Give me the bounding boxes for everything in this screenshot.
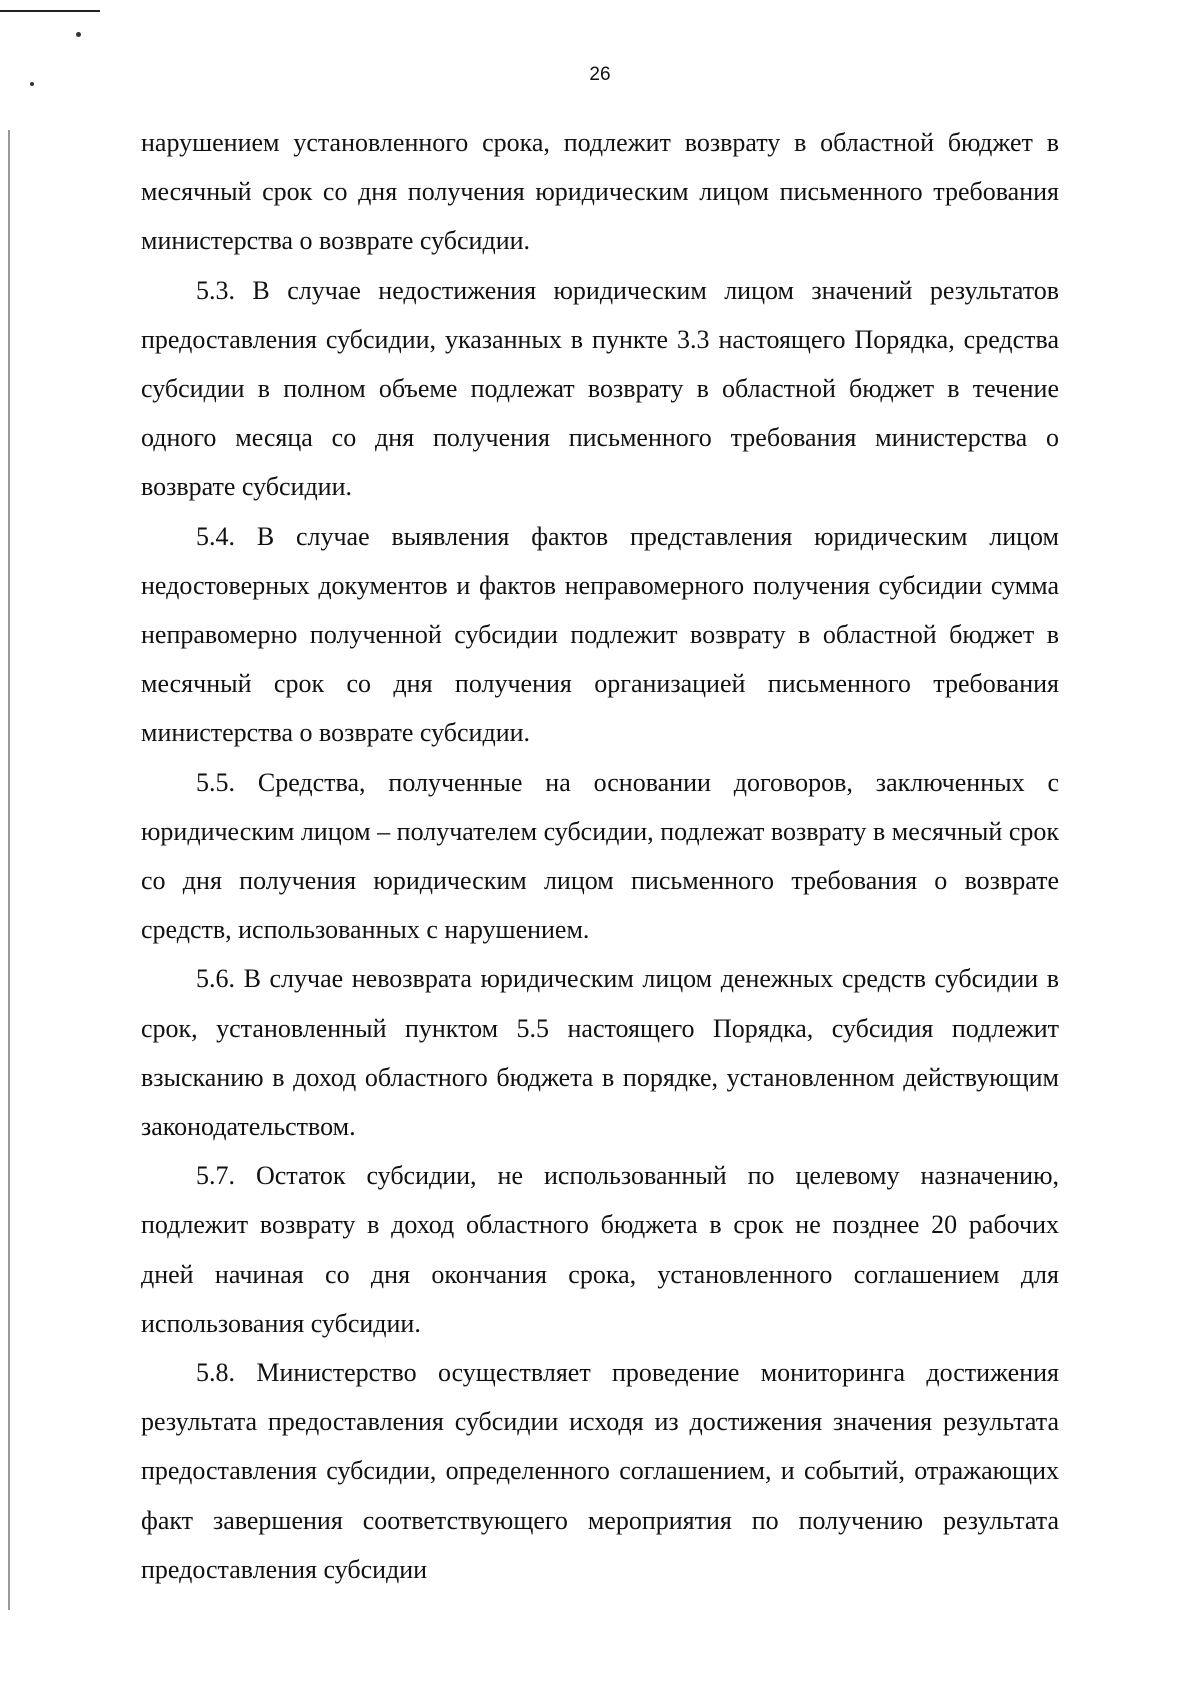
paragraph-5-5: 5.5. Средства, полученные на основании договоров, заключенных с юридическим лицом – получателем субсидии, подлежат возврату в месячный срок со дня получения юридическим лицом письменного требования о возврате средств, использованных с нарушением.: [141, 767, 1059, 945]
paragraph-5-7: 5.7. Остаток субсидии, не использованный по целевому назначению, подлежит возврату в доход областного бюджета в срок не позднее 20 рабочих дней начиная со дня окончания срока, установленного соглашением для использования субсидии.: [141, 1161, 1059, 1338]
paragraph-continuation: нарушением установленного срока, подлежит возврату в областной бюджет в месячный срок со дня получения юридическим лицом письменного требования министерства о возврате субсидии.: [141, 128, 1059, 256]
document-body: [141, 118, 1059, 1594]
scan-edge-line: [8, 130, 10, 1610]
page-number: 26: [589, 64, 611, 85]
paragraph-5-3: 5.3. В случае недостижения юридическим лицом значений результатов предоставления субсидии, указанных в пункте 3.3 настоящего Порядка, средства субсидии в полном объеме подлежат возврату в областной бюджет в течение одного месяца со дня получения письменного требования министерства о возврате субсидии.: [141, 275, 1059, 502]
paragraph-5-6: 5.6. В случае невозврата юридическим лицом денежных средств субсидии в срок, установленный пунктом 5.5 настоящего Порядка, субсидия подлежит взысканию в доход областного бюджета в порядке, установленном действующим законодательством.: [141, 964, 1059, 1142]
paragraph-5-8: 5.8. Министерство осуществляет проведение мониторинга достижения результата предоставления субсидии исходя из достижения значения результата предоставления субсидии, определенного соглашением, и событий, отражающих факт завершения соответствующего мероприятия по получению результата предоставления субсидии: [141, 1358, 1059, 1584]
scan-edge-mark: [0, 10, 100, 12]
paragraph-5-4: 5.4. В случае выявления фактов представления юридическим лицом недостоверных документов и фактов неправомерного получения субсидии сумма неправомерно полученной субсидии подлежит возврату в областной бюджет в месячный срок со дня получения организацией письменного требования министерства о возврате субсидии.: [141, 521, 1059, 748]
scan-speck: [76, 32, 81, 37]
